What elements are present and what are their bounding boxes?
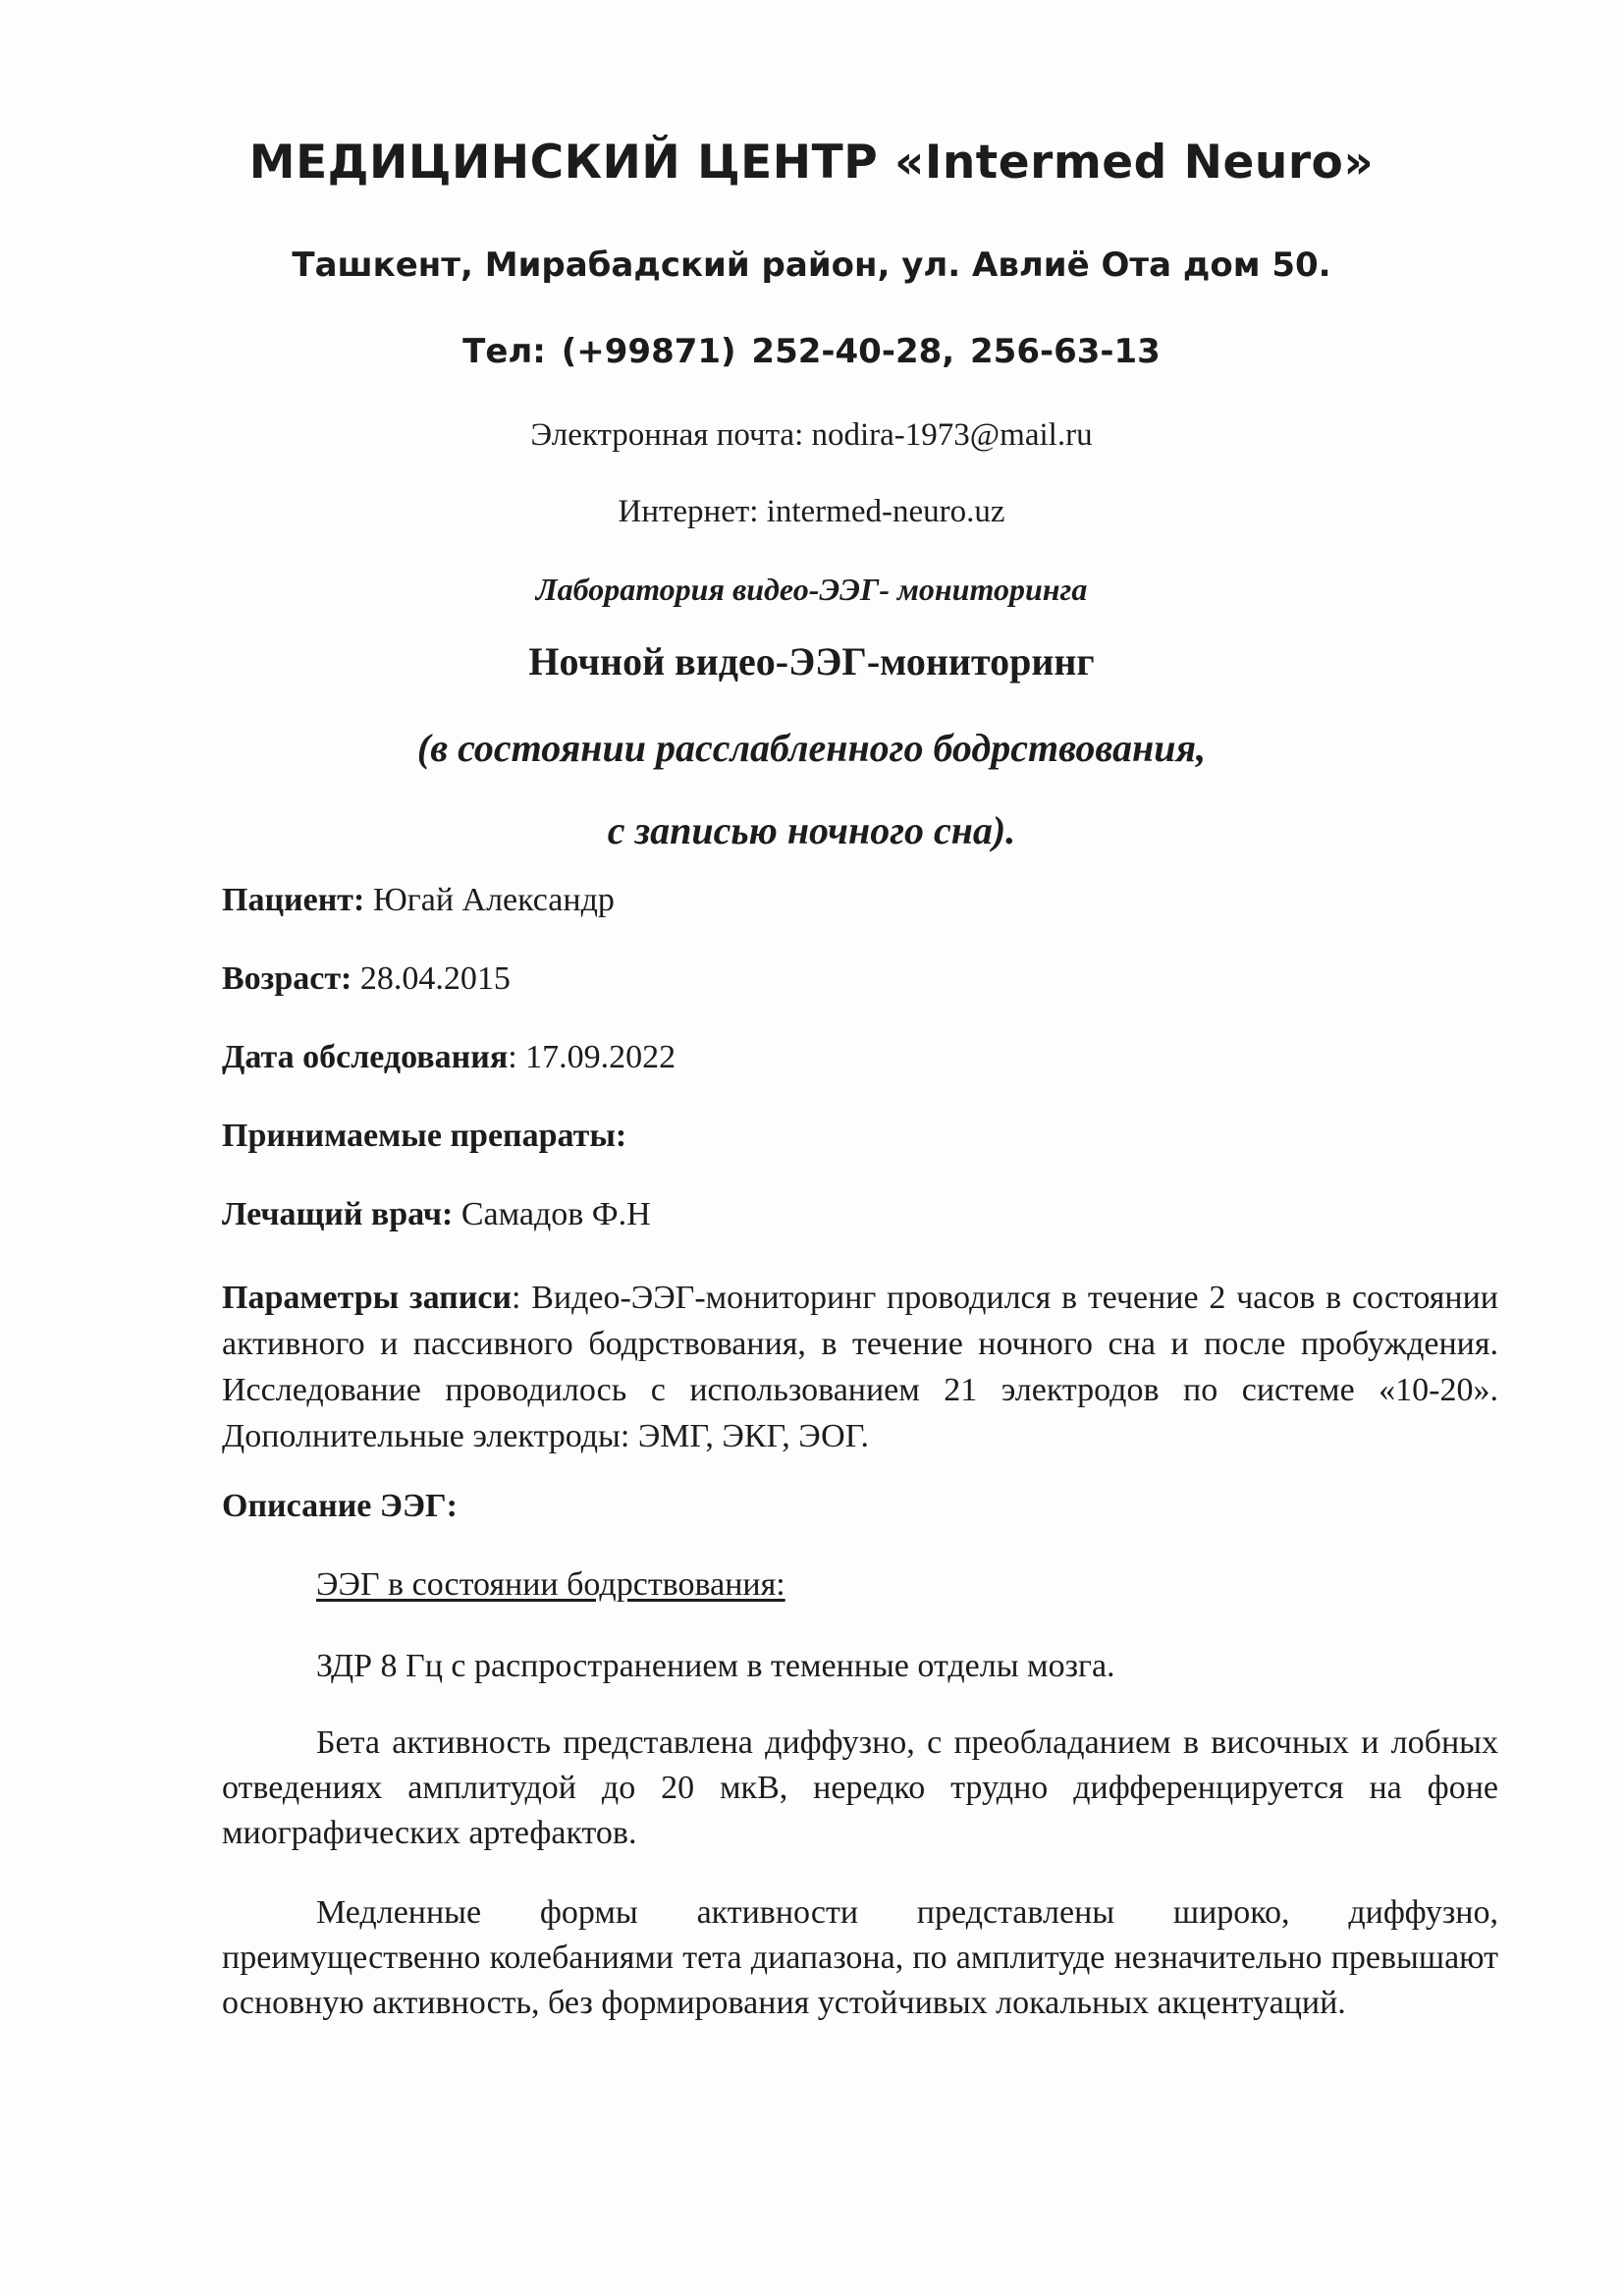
patient-label: Пациент: [222,882,365,918]
clinic-phone: Тел: (+99871) 252-40-28, 256-63-13 [462,332,1161,371]
recording-parameters-label: Параметры записи [222,1280,512,1316]
patient-field [222,882,615,919]
eeg-description-heading: Описание ЭЭГ: [222,1488,458,1524]
doctor-name: Самадов Ф.Н [453,1196,651,1232]
clinic-website: Интернет: intermed-neuro.uz [618,494,1005,529]
medications-label: Принимаемые препараты: [222,1118,627,1154]
doctor-field [222,1196,651,1233]
lab-name: Лаборатория видео-ЭЭГ- мониторинга [535,572,1088,607]
study-subtitle-line1: (в состоянии расслабленного бодрствования, [416,726,1207,770]
recording-parameters-text: : Видео-ЭЭГ-мониторинг проводился в течение 2 часов в состоянии активного и пассивного бодрствования, в течение ночного сна и после пробуждения. Исследование проводилось с использованием 21 электродов по системе «10-20». Дополнительные электроды: ЭМГ, ЭКГ, ЭОГ. [222,1280,1498,1454]
beta-activity-paragraph: Бета активность представлена диффузно, с преобладанием в височных и лобных отведениях амплитудой до 20 мкВ, нередко трудно дифференцируется на фоне миографических артефактов. [222,1724,1498,1851]
awake-eeg-heading: ЭЭГ в состоянии бодрствования: [316,1566,785,1603]
age-label: Возраст: [222,960,352,997]
study-subtitle-line2: с записью ночного сна). [607,808,1016,852]
medications-field [222,1118,626,1155]
doctor-label: Лечащий врач: [222,1196,454,1232]
birth-date: 28.04.2015 [352,960,511,997]
study-title: Ночной видео-ЭЭГ-мониторинг [528,639,1095,683]
recording-parameters [222,1275,1498,1459]
age-field [222,960,511,998]
patient-name: Югай Александр [364,882,615,918]
dominant-rhythm-text: ЗДР 8 Гц с распространением в теменные отделы мозга. [316,1648,1115,1684]
slow-activity-paragraph: Медленные формы активности представлены широко, диффузно, преимущественно колебаниями тета диапазона, по амплитуде незначительно превышают основную активность, без формирования устойчивых локальных акцентуаций. [222,1894,1498,2021]
exam-date-field [222,1039,676,1076]
exam-date-label: Дата обследования [222,1039,509,1075]
clinic-title: МЕДИЦИНСКИЙ ЦЕНТР «Intermed Neuro» [248,136,1375,190]
exam-date: : 17.09.2022 [508,1039,676,1075]
clinic-address: Ташкент, Мирабадский район, ул. Авлиё Ота дом 50. [292,246,1331,285]
clinic-email: Электронная почта: nodira-1973@mail.ru [530,417,1093,453]
